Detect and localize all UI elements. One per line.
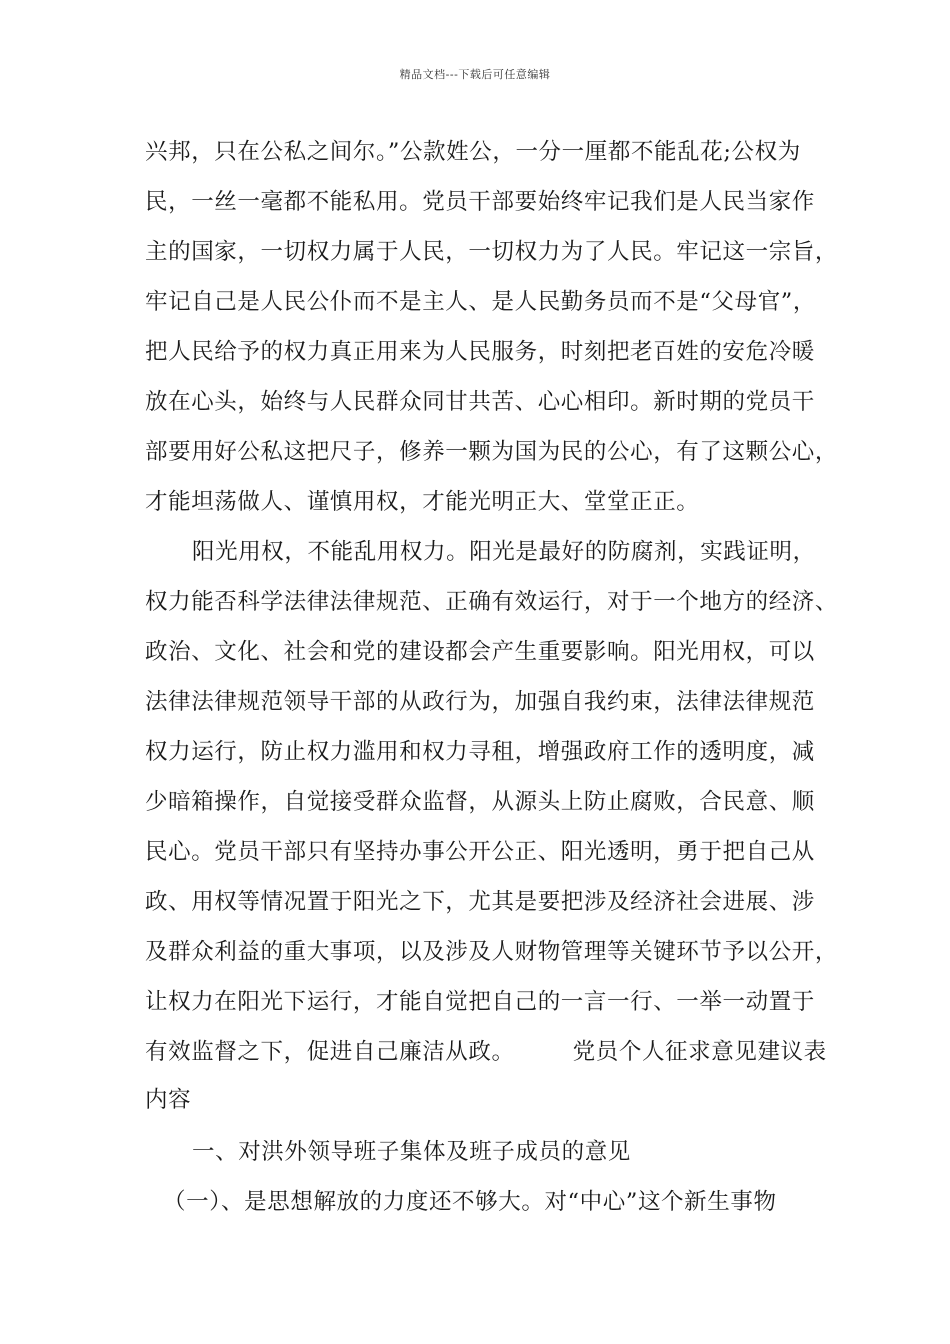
text-line: 把人民给予的权力真正用来为人民服务，时刻把老百姓的安危冷暖 [145,339,815,365]
text-line: 内容 [145,1087,192,1113]
text-line: 有效监督之下，促进自己廉洁从政。 党员个人征求意见建议表 [145,1039,827,1065]
section-heading: 一、对洪外领导班子集体及班子成员的意见 [192,1139,631,1165]
text-line: 政治、文化、社会和党的建设都会产生重要影响。阳光用权，可以 [145,639,815,665]
text-line: 法律法律规范领导干部的从政行为，加强自我约束，法律法律规范 [145,689,815,715]
text-line: 牢记自己是人民公仆而不是主人、是人民勤务员而不是“父母官”， [145,289,817,315]
text-line: 民，一丝一毫都不能私用。党员干部要始终牢记我们是人民当家作 [145,189,815,215]
text-line: 让权力在阳光下运行，才能自觉把自己的一言一行、一举一动置于 [145,989,815,1015]
text-line: 部要用好公私这把尺子，修养一颗为国为民的公心，有了这颗公心， [145,439,839,465]
text-line: 兴邦，只在公私之间尔。”公款姓公，一分一厘都不能乱花;公权为 [145,139,801,165]
text-line: 放在心头，始终与人民群众同甘共苦、心心相印。新时期的党员干 [145,389,815,415]
subsection-heading: （一）、是思想解放的力度还不够大。对“中心”这个新生事物 [163,1189,777,1215]
text-line: 权力能否科学法律法律规范、正确有效运行，对于一个地方的经济、 [145,589,839,615]
text-line: 政、用权等情况置于阳光之下，尤其是要把涉及经济社会进展、涉 [145,889,815,915]
text-line: 及群众利益的重大事项，以及涉及人财物管理等关键环节予以公开， [145,939,839,965]
text-line: 才能坦荡做人、谨慎用权，才能光明正大、堂堂正正。 [145,489,700,515]
text-line: 权力运行，防止权力滥用和权力寻租，增强政府工作的透明度，减 [145,739,815,765]
paragraph-start-line: 阳光用权，不能乱用权力。阳光是最好的防腐剂，实践证明， [192,539,816,565]
text-line: 少暗箱操作，自觉接受群众监督，从源头上防止腐败，合民意、顺 [145,789,815,815]
page-header: 精品文档---下载后可任意编辑 [399,68,551,81]
text-line: 主的国家，一切权力属于人民，一切权力为了人民。牢记这一宗旨， [145,239,839,265]
text-line: 民心。党员干部只有坚持办事公开公正、阳光透明，勇于把自己从 [145,839,815,865]
